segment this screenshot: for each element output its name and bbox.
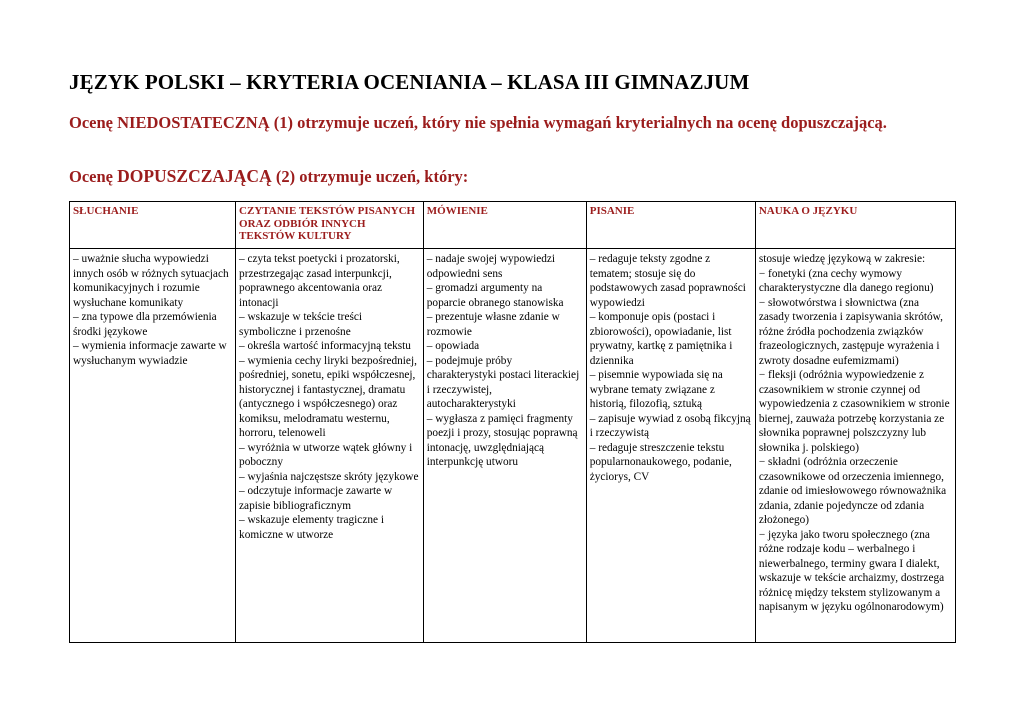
list-item: – redaguje teksty zgodne z tematem; stosuje się do podstawowych zasad poprawności wypowiedzi — [589, 253, 746, 309]
header-nauka-o-jezyku: NAUKA O JĘZYKU — [755, 202, 955, 249]
cell-czytanie — [236, 249, 424, 643]
grade-sufficient-suffix: (2) otrzymuje uczeń, który: — [271, 167, 469, 186]
list-item: – wskazuje w tekście treści symboliczne i przenośne — [239, 311, 363, 338]
list-item: – wyjaśnia najczęstsze skróty językowe — [239, 470, 419, 483]
list-item: – wymienia informacje zawarte w wysłuchanym wywiadzie — [73, 340, 227, 367]
list-item: – czyta tekst poetycki i prozatorski, przestrzegając zasad interpunkcji, poprawnego akcentowania oraz intonacji — [239, 253, 400, 309]
criteria-list — [427, 252, 583, 470]
header-pisanie: PISANIE — [586, 202, 755, 249]
list-item: – odczytuje informacje zawarte w zapisie bibliograficznym — [239, 485, 393, 512]
criteria-table — [69, 201, 956, 643]
grade-sufficient-name: DOPUSZCZAJĄCĄ — [117, 166, 272, 186]
list-item: – wymienia cechy liryki bezpośredniej, pośredniej, sonetu, epiki współczesnej, historycznej i fantastycznej, dramatu (antycznego i współczesnego) oraz komiksu, melodramatu westernu, horroru, telenoweli — [239, 354, 417, 439]
list-item: − składni (odróżnia orzeczenie czasownikowe od orzeczenia imiennego, zdanie od imiesłowowego równoważnika zdania, zdanie pojedyncze od zdania złożonego) — [758, 456, 947, 526]
list-item: – określa wartość informacyjną tekstu — [239, 340, 411, 352]
document-title: JĘZYK POLSKI – KRYTERIA OCENIANIA – KLASA III GIMNAZJUM — [69, 70, 750, 94]
grade-insufficient-text: Ocenę NIEDOSTATECZNĄ (1) otrzymuje uczeń, który nie spełnia wymagań kryterialnych na ocenę dopuszczającą. — [69, 113, 887, 132]
criteria-list — [590, 252, 752, 484]
list-item: stosuje wiedzę językową w zakresie: — [758, 253, 926, 265]
criteria-list — [759, 252, 952, 615]
cell-nauka-o-jezyku — [755, 249, 955, 643]
list-item: – redaguje streszczenie tekstu popularnonaukowego, podanie, życiorys, CV — [589, 441, 732, 483]
criteria-list — [73, 252, 232, 368]
cell-sluchanie — [70, 249, 236, 643]
list-item: – wyróżnia w utworze wątek główny i poboczny — [239, 441, 413, 468]
list-item: − fleksji (odróżnia wypowiedzenie z czasownikiem w stronie czynnej od wypowiedzenia z czasownikiem w stronie biernej, zauważa potrzebę korzystania ze słownika poprawnej polszczyzny lub słownika j. polskiego) — [758, 369, 950, 454]
list-item: – zapisuje wywiad z osobą fikcyjną i rzeczywistą — [589, 412, 751, 439]
list-item: – prezentuje własne zdanie w rozmowie — [426, 311, 560, 338]
list-item: – wskazuje elementy tragiczne i komiczne w utworze — [239, 514, 384, 541]
list-item: − słowotwórstwa i słownictwa (zna zasady tworzenia i zapisywania skrótów, różne źródła pochodzenia związków frazeologicznych, zastępuje wyrażenia i zwroty dosadne eufemizmami) — [758, 296, 943, 367]
list-item: – zna typowe dla przemówienia środki językowe — [73, 311, 217, 338]
list-item: − fonetyki (zna cechy wymowy charakterystyczne dla danego regionu) — [758, 267, 934, 294]
criteria-list — [239, 252, 420, 542]
cell-pisanie — [586, 249, 755, 643]
list-item: – komponuje opis (postaci i zbiorowości), opowiadanie, list prywatny, kartkę z pamiętnika i dziennika — [589, 311, 733, 367]
list-item: – opowiada — [426, 340, 480, 352]
list-item: − języka jako tworu społecznego (zna różne rodzaje kodu – werbalnego i niewerbalnego, terminy gwara I dialekt, wskazuje w tekście archaizmy, dostrzega różnicę między tekstem stylizowanym a napisanym w języku ogólnonarodowym) — [758, 528, 945, 613]
table-row — [70, 249, 956, 643]
list-item: – uważnie słucha wypowiedzi innych osób w różnych sytuacjach komunikacyjnych i rozumie wysłuchane komunikaty — [73, 253, 229, 309]
grade-sufficient-prefix: Ocenę — [69, 167, 118, 186]
grade-sufficient-heading — [69, 166, 468, 187]
list-item: – pisemnie wypowiada się na wybrane tematy związane z historią, filozofią, sztuką — [589, 369, 723, 410]
header-mowienie: MÓWIENIE — [423, 202, 586, 249]
list-item: – wygłasza z pamięci fragmenty poezji i prozy, stosując poprawną intonację, uwzględniającą interpunkcję utworu — [426, 412, 578, 468]
table-header-row — [70, 202, 956, 249]
header-czytanie: CZYTANIE TEKSTÓW PISANYCH ORAZ ODBIÓR INNYCH TEKSTÓW KULTURY — [236, 202, 424, 249]
cell-mowienie — [423, 249, 586, 643]
list-item: – podejmuje próby charakterystyki postaci literackiej i rzeczywistej, autocharakterystyki — [426, 354, 580, 410]
list-item: – gromadzi argumenty na poparcie obranego stanowiska — [426, 282, 564, 309]
list-item: – nadaje swojej wypowiedzi odpowiedni sens — [426, 253, 556, 280]
header-sluchanie: SŁUCHANIE — [70, 202, 236, 249]
